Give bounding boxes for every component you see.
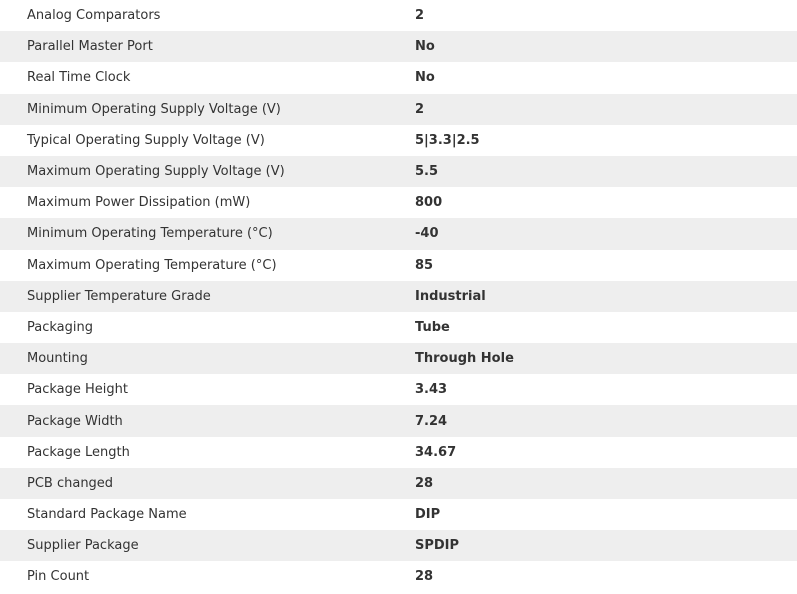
- spec-row: [0, 468, 797, 499]
- spec-row: [0, 31, 797, 62]
- spec-value: 28: [415, 468, 797, 499]
- spec-value: 34.67: [415, 444, 457, 460]
- spec-row: [0, 187, 797, 218]
- spec-value: Through Hole: [415, 343, 797, 374]
- spec-label: Analog Comparators: [27, 8, 161, 24]
- spec-label: Mounting: [0, 343, 415, 374]
- spec-value: 5|3.3|2.5: [415, 132, 480, 148]
- spec-value: 85: [415, 257, 434, 273]
- spec-label: Package Height: [27, 382, 128, 398]
- spec-label: Pin Count: [27, 569, 90, 585]
- spec-value: 3.43: [415, 382, 448, 398]
- spec-row: [0, 343, 797, 374]
- spec-value: DIP: [415, 507, 441, 523]
- spec-value: No: [415, 31, 797, 62]
- spec-row: [0, 437, 797, 468]
- spec-value: 5.5: [415, 156, 797, 187]
- spec-row: [0, 281, 797, 312]
- spec-row: [0, 312, 797, 343]
- spec-label: PCB changed: [0, 468, 415, 499]
- spec-row: [0, 125, 797, 156]
- spec-row: [0, 62, 797, 93]
- spec-row: [0, 94, 797, 125]
- spec-label: Maximum Operating Temperature (°C): [27, 257, 277, 273]
- spec-label: Supplier Package: [0, 530, 415, 561]
- spec-row: [0, 405, 797, 436]
- spec-label: Supplier Temperature Grade: [0, 281, 415, 312]
- spec-value: 800: [415, 195, 443, 211]
- spec-label: Minimum Operating Temperature (°C): [0, 218, 415, 249]
- spec-value: 28: [415, 569, 434, 585]
- spec-label: Maximum Operating Supply Voltage (V): [0, 156, 415, 187]
- spec-label: Packaging: [27, 319, 93, 335]
- spec-value: 7.24: [415, 405, 797, 436]
- spec-value: Tube: [415, 319, 450, 335]
- spec-label: Package Width: [0, 405, 415, 436]
- spec-value: -40: [415, 218, 797, 249]
- spec-row: [0, 218, 797, 249]
- spec-row: [0, 0, 797, 31]
- spec-label: Package Length: [27, 444, 130, 460]
- spec-label: Standard Package Name: [27, 507, 187, 523]
- spec-row: [0, 499, 797, 530]
- spec-label: Typical Operating Supply Voltage (V): [27, 132, 265, 148]
- spec-label: Minimum Operating Supply Voltage (V): [0, 94, 415, 125]
- spec-label: Parallel Master Port: [0, 31, 415, 62]
- spec-row: [0, 374, 797, 405]
- spec-row: [0, 530, 797, 561]
- spec-row: [0, 561, 797, 592]
- spec-value: Industrial: [415, 281, 797, 312]
- spec-row: [0, 250, 797, 281]
- spec-value: 2: [415, 94, 797, 125]
- spec-label: Real Time Clock: [27, 70, 131, 86]
- spec-value: 2: [415, 8, 425, 24]
- spec-value: No: [415, 70, 435, 86]
- spec-label: Maximum Power Dissipation (mW): [27, 195, 251, 211]
- spec-value: SPDIP: [415, 530, 797, 561]
- spec-row: [0, 156, 797, 187]
